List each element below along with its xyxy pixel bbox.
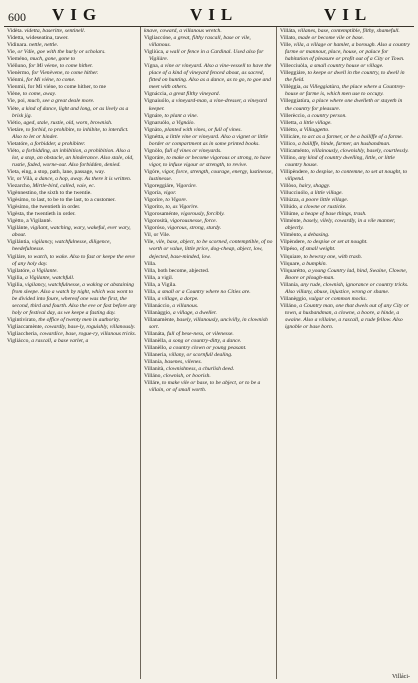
guide-word-center: VIL [190,5,239,24]
entry-definition: to, as Vigorìre. [165,204,199,211]
entry-definition: a debasing. [303,232,330,239]
entry-headword: Villúdo, [280,204,299,211]
entry-headword: Vigilánte, [7,225,29,232]
dictionary-entry [144,63,274,91]
entry-headword: Vigènnestino, the sixth to the twentie. [7,190,92,197]
entry-definition: a song or country-ditty, a dance. [168,338,242,345]
dictionary-entry [144,296,274,303]
dictionary-entry [280,169,410,183]
entry-headword: Villa. [144,260,157,267]
dictionary-entry [7,84,138,91]
dictionary-entry [144,35,274,49]
entry-definition: vigilancy, watchfulnesse, a waking or abstaining from sleepe. Also a watch by night, which was wont to be divided into foure, whereof one was the first, the second, third and fourth. Also the eve or fast before any holy or festival day, as we keepe a fasting day. [12,281,137,316]
entry-headword: Villúme, [280,211,300,218]
dictionary-entry [144,268,274,275]
entry-definition: basely, vilely, cowardly, in a vile manner, abjectly. [285,218,396,232]
entry-headword: Vigorosaménte, [144,211,180,218]
entry-definition: a Vigilante. [32,267,58,274]
dictionary-entry [280,155,410,169]
entry-headword: Vigliaccóne, [144,35,173,42]
entry-headword: Villèggia, [280,84,302,91]
entry-definition: a heape of base things, trash. [300,211,367,218]
entry-headword: Vigiláre, [7,253,27,260]
entry-headword: Vigilia, [7,274,24,281]
entry-headword: Vigorìre, [144,197,165,204]
entry-headword: Villecciuòla, [280,63,309,70]
dictionary-entry [7,91,138,98]
entry-definition: clownishness, a churlish deed. [166,366,235,373]
entry-definition: any rude, clownish, ignorance or country tricks. Also villany, abuse, injustice, wrong or shame. [285,281,409,295]
dictionary-entry [280,197,410,204]
entry-definition: to forbid, to prohibite, to inhibite, to interdict. Also to let or hinder. [12,126,129,140]
entry-definition: a Vignáio. [171,119,195,126]
entry-headword: Vignáccia, [144,91,168,98]
dictionary-entry [280,120,410,127]
entry-definition: aged, stale, rustie, old, worn, brownish. [23,119,113,126]
entry-headword: Villino, [280,154,297,161]
dictionary-entry [144,275,274,282]
entry-headword: Villanáccio, [144,302,171,309]
entry-definition: to Vigore. [165,197,188,204]
dictionary-entry [7,148,138,169]
dictionary-entry [280,70,410,84]
entry-definition: a country clown or young peasant. [168,345,247,352]
entry-definition: a vineyard-man, a vine-dresser, a vineyard keeper. [149,98,267,112]
entry-headword: Villaneria, [144,352,168,359]
entry-headword: Vigilia, [7,281,24,288]
dictionary-entry [144,317,274,331]
entry-headword: Villanèlla, [144,338,168,345]
dictionary-entry [144,331,274,338]
entry-headword: Vie, poi, [7,98,27,105]
dictionary-entry [144,91,274,98]
entry-headword: Vigoráre, [144,154,165,161]
entry-definition: full of vines or vineyards. [164,147,222,154]
entry-definition: basely, villanously, uncivilly, in clownish sort. [149,316,268,330]
entry-definition: to despise or set at nought. [307,239,368,246]
dictionary-entry [144,338,274,345]
dictionary-entry [7,98,138,105]
entry-definition: vigor. [163,190,177,197]
entry-headword: Vigoría, [144,190,163,197]
entry-headword: Villicáre, [280,133,301,140]
entry-definition: a bailiffe, hinde, farmer, an husbandman. [298,140,391,147]
entry-definition: much, see a great deale more. [27,98,95,105]
entry-headword: Vígna, [144,63,160,70]
dictionary-entry [7,275,138,282]
entry-headword: Villato, [280,35,297,42]
entry-headword: Vigliaccamènte, [7,323,44,330]
entry-headword: Vignaiuólo, [144,98,171,105]
entry-headword: Villanáta, [144,331,166,338]
entry-headword: Vile, [144,239,155,246]
dictionary-entry [144,127,274,134]
dictionary-entry [280,134,410,141]
dictionary-entry [7,225,138,239]
entry-headword: Villáre, [144,380,161,387]
entry-headword: Villa, [144,295,157,302]
guide-word-right: VIL [324,5,373,24]
entry-headword: Ville, [280,42,293,49]
entry-headword: Vir, or Vilà, [7,175,34,182]
entry-definition: a country person. [307,112,347,119]
dictionary-entry [7,183,138,190]
entry-headword: Vigilatóre, [7,267,31,274]
dictionary-entry [280,183,410,190]
entry-headword: Vilquarétto, [280,267,307,274]
dictionary-entry [144,98,274,112]
dictionary-entry [144,28,274,35]
entry-definition: a forbidder, a prohibiter. [30,140,86,147]
entry-headword: Villanamènte, [144,316,176,323]
entry-definition: a village, a dweller. [172,309,217,316]
entry-headword: Vietáre, [7,126,25,133]
entry-headword: Villanèggio, [280,295,308,302]
column-left [4,27,140,679]
entry-definition: to despise, to contemne, to set at nought, to vilipend. [285,168,408,182]
entry-definition: villanes, base, contemptible, filthy, shamefull. [297,28,400,34]
entry-headword: Vignaruólo, [144,119,171,126]
entry-definition: any kind of country dwelling, little, or little country house. [285,154,395,168]
entry-definition: a vine or vineyard. Also a vine-vessell to have the place of a kind of vineyard fenced about, as sacred, fitted on hunting. Also as a dance, as to go, to goe and meet with others. [149,63,272,91]
dictionary-entry [7,338,138,345]
dictionary-entry [144,303,274,310]
dictionary-entry [7,239,138,253]
entry-headword: Villipèndere, [280,168,310,175]
entry-definition: made or become vile or base. [298,35,364,42]
entry-headword: Villòso, [280,183,298,190]
entry-definition: planted with vines, or full of vines. [164,126,242,133]
entry-headword: Villanità, [144,366,165,373]
dictionary-entry [280,268,410,282]
dictionary-entry [280,246,410,253]
entry-definition: a village, a dorpe. [157,295,199,302]
entry-headword: Viezarcho, [7,183,32,190]
dictionary-entry [280,261,410,268]
entry-headword: Vilquiare, [280,253,303,260]
columns [4,27,414,679]
entry-headword: Villico, [280,140,297,147]
dictionary-entry [144,366,274,373]
dictionary-entry [280,113,410,120]
entry-headword: Viène, [7,91,22,98]
entry-headword: Vidèta. [7,28,23,34]
entry-headword: Vigorosità, [144,218,169,225]
entry-headword: Vigliaccheria, [7,331,39,338]
entry-definition: a clowne or rusticke. [299,204,347,211]
dictionary-entry [7,42,138,49]
entry-headword: Vilmènte, [280,218,302,225]
entry-headword: Vignáre, [144,112,164,119]
dictionary-entry [144,197,274,204]
dictionary-entry [144,352,274,359]
entry-definition: a kind of dance, light and long, or as lively as a brisk jig. [12,105,129,119]
dictionary-entry [280,211,410,218]
dictionary-entry [7,197,138,204]
dictionary-entry [280,303,410,331]
dictionary-entry [280,296,410,303]
entry-headword: Vignétta, [144,133,165,140]
entry-headword: Villerèccio, [280,112,306,119]
dictionary-entry [7,127,138,141]
dictionary-entry [7,254,138,268]
entry-definition: to plant a vine. [164,112,199,119]
entry-headword: Vilmènto, [280,232,303,239]
entry-headword: Vigliácco, [7,338,30,345]
entry-definition: as Villeggiatùra, the place where a Countrey-house or farme is, which men use to occupy. [285,84,406,98]
entry-definition: vigilancy, watchfulnesse, diligence, heedefulnesse. [12,239,111,253]
entry-definition: a bumpkin. [302,260,327,267]
dictionary-entry [7,35,138,42]
entry-definition: to watch, to wake. Also to fast or keepe the eeve of any holy day. [12,253,135,267]
entry-headword: Villáta, [280,28,297,34]
entry-headword: Villanèllo, [144,345,168,352]
entry-headword: Villúzza, [280,197,301,204]
entry-definition: cowardly, base-ly, roguishly, villanously. [44,323,136,330]
entry-definition: vigilant, watching, wary, wakeful, ever wary, about. [12,225,131,239]
dictionary-entry [144,310,274,317]
entry-headword: Vigoróso, [144,225,166,232]
dictionary-entry [144,113,274,120]
dictionary-entry [144,134,274,148]
entry-headword: Villanàggio, [144,309,172,316]
entry-definition: to bewray one, with trash. [303,253,363,260]
entry-definition: Mirtle-bird, called, vaie, ec. [32,183,96,190]
entry-definition: nettle, nettle. [29,42,59,49]
entry-definition: a place where one dwelleth or stayeth in the country for pleasure. [285,98,403,112]
entry-headword: Vigilántia, [7,239,31,246]
dictionary-entry [7,324,138,331]
entry-definition: cowardice, base, rogue-ry, villanous tricks. [39,331,137,338]
dictionary-entry [7,204,138,211]
entry-headword: Vigorìto, [144,204,165,211]
entry-definition: villa, a village or hamlet, a borough. Also a country farme or mannour, place, house, or palace for habitation of pleasure or profit out of a City or Town. [285,42,410,63]
entry-definition: for Vienèvene, to come hither. [31,70,99,77]
entry-definition: a villanous. [172,302,199,309]
dictionary-entry [144,261,274,268]
entry-headword: Villa, both become, abjected. [144,267,210,274]
entry-definition: vigorous, strong, sturdy. [167,225,222,232]
entry-definition: to come, away. [22,91,57,98]
entry-headword: Vie, [7,49,17,56]
entry-definition: to make or become vigorous or strong, to have vigor, to infuse vigour or strength, to revive. [149,154,271,168]
dictionary-entry [144,183,274,190]
dictionary-entry [144,282,274,289]
entry-headword: Villa, a vigil. [144,274,174,281]
entry-headword: Vieméno, [7,56,29,63]
entry-definition: or Vdie, goe with the hurly or scholars. [17,49,106,56]
page-header [4,4,414,27]
entry-headword: Villetta, [280,119,298,126]
entry-definition: basenes, vilenes. [164,359,202,366]
dictionary-entry [280,42,410,63]
entry-headword: Villanía, [144,359,164,366]
column-middle [140,27,276,679]
dictionary-entry [7,28,138,35]
dictionary-entry [280,232,410,239]
entry-definition: villainously, clownishly, basely, courtlessly. [311,147,409,154]
dictionary-entry [280,127,410,134]
dictionary-entry [144,225,274,232]
entry-headword: Vilquare, [280,260,301,267]
entry-definition: much, gone, gone to [29,56,76,63]
entry-headword: Vilpéso, [280,246,299,253]
dictionary-entry [144,120,274,127]
entry-headword: Vigèsimo, the twentieth in order. [7,204,81,211]
dictionary-entry [144,190,274,197]
entry-headword: Vidinara. [7,42,28,49]
dictionary-entry [7,268,138,275]
entry-definition: of small weight. [299,246,336,253]
entry-headword: Vienèrmo, [7,70,31,77]
entry-definition: a forbidding, an inhibition, a prohibition. Also a lot, a stop, an obstacle, an hinderance. Also stale, old, rustie, faded, worne-out. Also forbidden, denied. [12,147,134,168]
dictionary-entry [280,218,410,232]
entry-definition: a small country house or village. [309,63,384,70]
dictionary-entry [7,317,138,324]
entry-headword: Vigliúca, [144,49,165,56]
dictionary-entry [280,98,410,112]
entry-definition: villany, or scornfull dealing. [168,352,233,359]
entry-definition: vigorously, forcibly. [180,211,225,218]
entry-headword: Villa, [144,288,157,295]
entry-definition: a wall or fence in a Cardinal. Used also for Vigilàre. [149,49,264,63]
dictionary-entry [7,49,138,56]
dictionary-entry [280,35,410,42]
entry-headword: Vieta, eing, a stop, path, lane, passage, way. [7,168,106,175]
entry-headword: Viéto, [7,147,21,154]
page-number: 600 [8,10,26,24]
entry-headword: Vigintivirato, [7,316,37,323]
dictionary-entry [144,359,274,366]
dictionary-entry [7,331,138,338]
entry-definition: to act as a farmer, or be a bailiffe of a farme. [302,133,403,140]
entry-definition: a great filthy vineyard. [169,91,221,98]
entry-headword: Viéte, [7,105,21,112]
dictionary-entry [144,49,274,63]
entry-headword: Villa, a Vigila. [144,281,177,288]
dictionary-entry [280,141,410,148]
entry-headword: Vil, or Vile. [144,232,171,239]
dictionary-entry [280,282,410,296]
dictionary-entry [280,28,410,35]
dictionary-entry [280,148,410,155]
dictionary-entry [7,211,138,218]
entry-definition: hairy, shaggy. [298,183,331,190]
entry-headword: Villáno, [144,373,162,380]
entry-definition: a small or a Country where no Cities are. [157,288,251,295]
entry-headword: Vigoreggiáre, [144,183,175,190]
entry-definition: a rascall, a base varlet, a [31,338,89,345]
dictionary-entry [7,169,138,176]
dictionary-entry [280,63,410,70]
entry-definition: a Villaggetto. [299,126,330,133]
column-right [276,27,412,679]
entry-headword: Villétto, [280,126,299,133]
entry-definition: vigorousnesse, force. [170,218,218,225]
entry-definition: a little vine or vineyard. Also a vignet or little border or compartment as in some printed books. [149,133,268,147]
dictionary-entry [7,106,138,120]
entry-headword: Vignòlo, [144,147,164,154]
entry-headword: Viétio, [7,119,23,126]
entry-headword: Videtta, wideseatina, tawer. [7,35,69,42]
entry-headword: Vigóre, [144,168,161,175]
dictionary-entry [7,176,138,183]
entry-definition: videtta, baseritte, sentinell. [24,28,86,34]
dictionary-entry [7,190,138,197]
entry-definition: a great, filthy rascall, base or vile, villanous. [149,35,251,49]
entry-definition: a dance, a hop, away. As there it is written. [34,175,132,182]
entry-headword: Viéñuno, [7,63,28,70]
dictionary-entry [7,282,138,317]
entry-definition: vulgar or common mocks. [308,295,367,302]
entry-headword: Vienmii, for Mi viéne, to come hither, to me [7,84,107,91]
entry-headword: Vignàto, [144,126,164,133]
entry-definition: a young Country lad, hind, Swaine, Clowne, Boore or plough-man. [285,267,408,281]
guide-word-left: VIG [52,5,103,24]
catchword: Villáci- [392,674,410,680]
entry-headword: Vigèsimo, to last, to be to the last, to a customer. [7,197,116,204]
entry-definition: for Mi véene, to come hither. [28,63,93,70]
dictionary-entry [7,120,138,127]
dictionary-entry [280,190,410,197]
entry-definition: a Vigilante, watchfull. [25,274,75,281]
dictionary-entry [144,155,274,169]
entry-definition: to keepe or dwell in the country, to dwell in the field. [285,70,405,84]
dictionary-entry [144,169,274,183]
entry-headword: Villicaménto, [280,147,311,154]
entry-definition: for Mi viéne, to come. [26,77,76,84]
entry-definition: Vigoráre. [175,183,197,190]
dictionary-entry [144,289,274,296]
dictionary-entry [144,239,274,260]
entry-definition: a little village. [310,190,343,197]
entry-definition: a poore little village. [301,197,349,204]
dictionary-entry [144,218,274,225]
dictionary-entry [144,148,274,155]
dictionary-entry [280,254,410,261]
entry-definition: clownish, or boorish. [163,373,211,380]
entry-definition: to make vile or base, to be abject, or to be a villain, or of small worth. [149,380,261,394]
entry-definition: vigor, force, strength, courage, energy, lustinesse, lustinesse. [149,168,273,182]
entry-definition: a Country man, one that dwels out of any City or town, a husbandman, a clowne, a boore, a hinde, a swaine. Also a villaine, a rascall, a rude fellow. Also ignoble or base born. [285,302,409,330]
dictionary-entry [144,380,274,394]
entry-definition: a little village. [299,119,332,126]
entry-headword: Vigètto, a Vigilanté. [7,218,52,225]
entry-definition: vile, base, abject, to be scorned, contemptible, of no worth or value, little price, dog-cheap, abject, low, dejected, base-minded, low. [149,239,273,260]
entry-headword: Vilpèndere, [280,239,306,246]
dictionary-entry [280,84,410,98]
entry-headword: Vietatóre, [7,140,29,147]
entry-headword: Viénmi, [7,77,25,84]
entry-headword: Villucciuólo, [280,190,310,197]
entry-headword: Villeggiáre, [280,70,307,77]
dictionary-entry [7,141,138,148]
entry-headword: Villeggiatùra, [280,98,311,105]
entry-headword: Vigèsta, the twentieth in order. [7,211,76,218]
dictionary-entry [144,373,274,380]
entry-headword: Villáno, [280,302,298,309]
entry-definition: the office of twenty men in authority. [38,316,121,323]
entry-headword: Villanía, [280,281,300,288]
entry-definition: knave, coward, a villanous wretch. [144,28,222,34]
entry-definition: full of bese-ness, or vilenesse. [166,331,234,338]
